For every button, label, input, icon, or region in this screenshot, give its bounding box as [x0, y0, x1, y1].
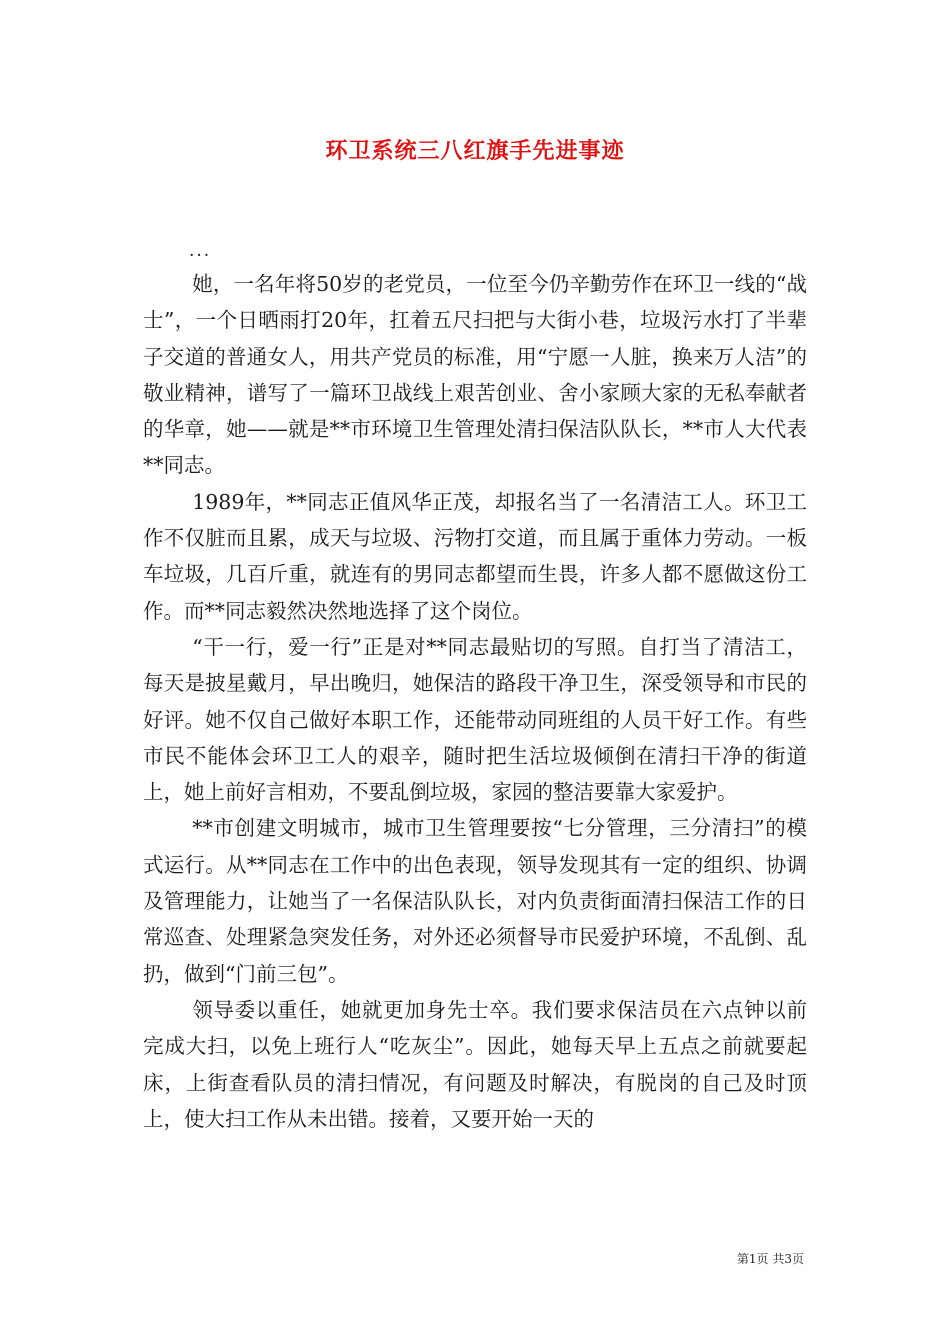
paragraph: 她，一名年将50岁的老党员，一位至今仍辛勤劳作在环卫一线的“战士”，一个日晒雨打20年，扛着五尺扫把与大街小巷，垃圾污水打了半辈子交道的普通女人，用共产党员的标准，用“宁愿一人脏，换来万人洁”的敬业精神，谱写了一篇环卫战线上艰苦创业、舍小家顾大家的无私奉献者的华章，她——就是**市环境卫生管理处清扫保洁队队长，**市人大代表**同志。 — [143, 272, 807, 478]
paragraph: “干一行，爱一行”正是对**同志最贴切的写照。自打当了清洁工，每天是披星戴月，早出晚归，她保洁的路段干净卫生，深受领导和市民的好评。她不仅自己做好本职工作，还能带动同班组的人员干好工作。有些市民不能体会环卫工人的艰辛，随时把生活垃圾倾倒在清扫干净的街道上，她上前好言相劝，不要乱倒垃圾，家园的整洁要靠大家爱护。 — [143, 634, 807, 805]
document-body — [143, 240, 807, 1137]
page-number: 第1页 共3页 — [736, 1252, 804, 1266]
ellipsis-marker: ... — [189, 241, 212, 261]
paragraph: 1989年，**同志正值风华正茂，却报名当了一名清洁工人。环卫工作不仅脏而且累，成天与垃圾、污物打交道，而且属于重体力劳动。一板车垃圾，几百斤重，就连有的男同志都望而生畏，许多人都不愿做这份工作。而**同志毅然决然地选择了这个岗位。 — [143, 489, 807, 623]
paragraph: 领导委以重任，她就更加身先士卒。我们要求保洁员在六点钟以前完成大扫，以免上班行人“吃灰尘”。因此，她每天早上五点之前就要起床，上街查看队员的清扫情况，有问题及时解决，有脱岗的自己及时顶上，使大扫工作从未出错。接着，又要开始一天的 — [143, 997, 807, 1131]
document-title: 环卫系统三八红旗手先进事迹 — [325, 138, 625, 164]
paragraph: **市创建文明城市，城市卫生管理要按“七分管理，三分清扫”的模式运行。从**同志在工作中的出色表现，领导发现其有一定的组织、协调及管理能力，让她当了一名保洁队队长，对内负责街面清扫保洁工作的日常巡查、处理紧急突发任务，对外还必须督导市民爱护环境，不乱倒、乱扔，做到“门前三包”。 — [143, 816, 807, 986]
